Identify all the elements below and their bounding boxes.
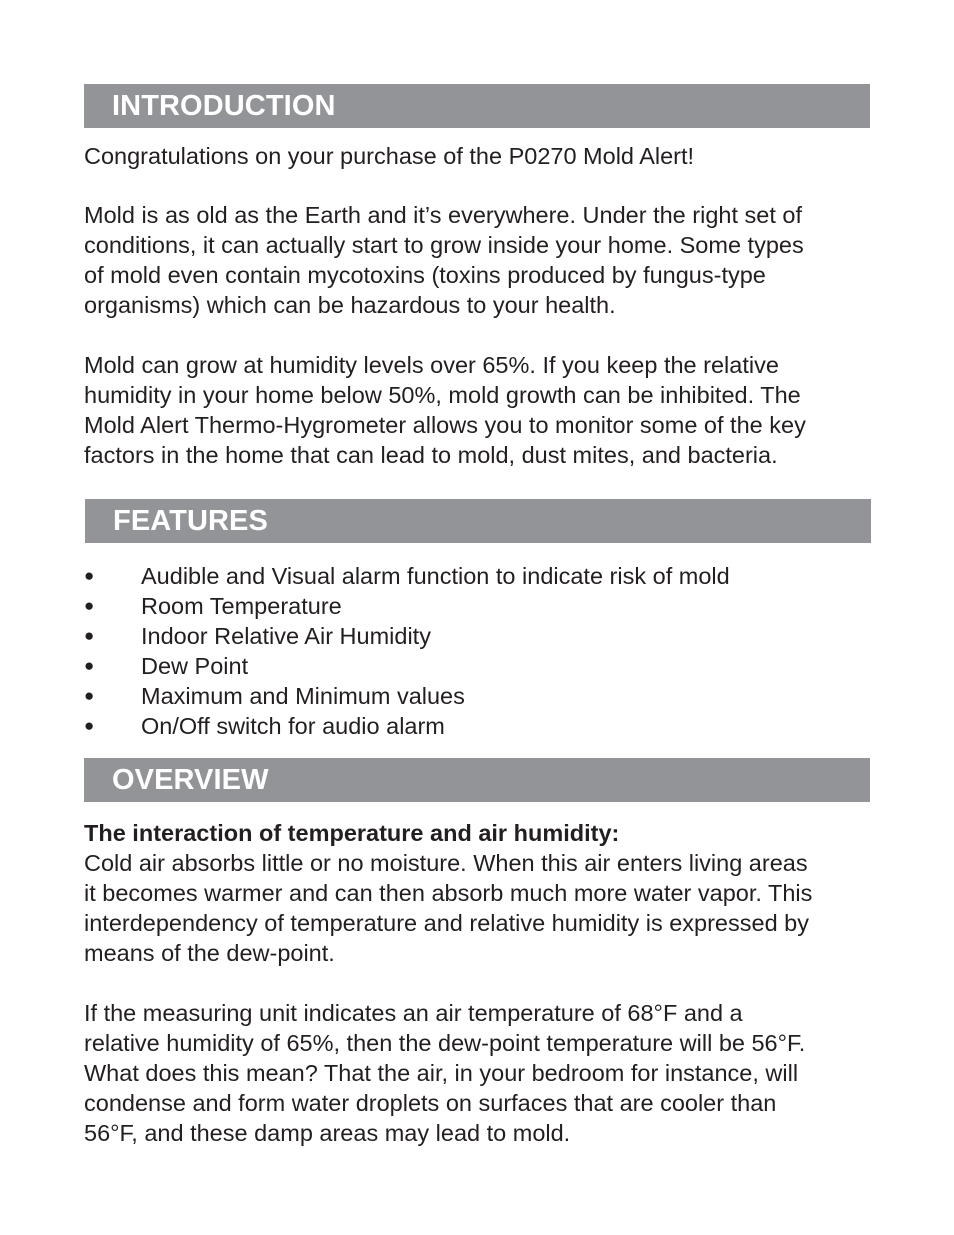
text-line: interdependency of temperature and relative humidity is expressed by (84, 910, 809, 936)
overview-heading: OVERVIEW (112, 764, 269, 796)
bullet-icon: ● (84, 686, 95, 705)
bullet-icon: ● (84, 626, 95, 645)
introduction-header-bar (84, 84, 870, 128)
feature-text: Indoor Relative Air Humidity (141, 623, 431, 649)
text-line: relative humidity of 65%, then the dew-point temperature will be 56°F. (84, 1030, 806, 1056)
introduction-heading: INTRODUCTION (112, 90, 336, 122)
text-line: humidity in your home below 50%, mold growth can be inhibited. The (84, 382, 801, 408)
text-line: If the measuring unit indicates an air temperature of 68°F and a (84, 1000, 743, 1026)
text-line: factors in the home that can lead to mold, dust mites, and bacteria. (84, 442, 778, 468)
text-line: What does this mean? That the air, in your bedroom for instance, will (84, 1060, 799, 1086)
features-heading: FEATURES (113, 505, 268, 537)
text-line: Congratulations on your purchase of the P0270 Mold Alert! (84, 143, 695, 169)
text-line: of mold even contain mycotoxins (toxins produced by fungus-type (84, 262, 766, 288)
feature-text: Room Temperature (141, 593, 342, 619)
overview-subheading: The interaction of temperature and air humidity: (84, 820, 620, 846)
intro-paragraph-1 (84, 141, 884, 171)
bullet-icon: ● (84, 656, 95, 675)
text-line: Mold is as old as the Earth and it’s everywhere. Under the right set of (84, 202, 802, 228)
text-line: 56°F, and these damp areas may lead to mold. (84, 1120, 571, 1146)
bullet-icon: ● (84, 596, 95, 615)
text-line: means of the dew-point. (84, 940, 335, 966)
bullet-icon: ● (84, 716, 95, 735)
overview-paragraph-1 (84, 818, 884, 968)
text-line: it becomes warmer and can then absorb much more water vapor. This (84, 880, 813, 906)
overview-header-bar (84, 758, 870, 802)
feature-text: Audible and Visual alarm function to indicate risk of mold (141, 563, 730, 589)
overview-paragraph-2 (84, 998, 884, 1148)
bullet-icon: ● (84, 566, 95, 585)
intro-paragraph-3 (84, 350, 884, 470)
features-header-bar (85, 499, 871, 543)
text-line: conditions, it can actually start to grow inside your home. Some types (84, 232, 804, 258)
feature-text: Dew Point (141, 653, 249, 679)
text-line: Cold air absorbs little or no moisture. When this air enters living areas (84, 850, 808, 876)
text-line: organisms) which can be hazardous to your health. (84, 292, 616, 318)
feature-text: Maximum and Minimum values (141, 683, 465, 709)
text-line: Mold can grow at humidity levels over 65%. If you keep the relative (84, 352, 779, 378)
text-line: Mold Alert Thermo-Hygrometer allows you to monitor some of the key (84, 412, 806, 438)
feature-text: On/Off switch for audio alarm (141, 713, 445, 739)
text-line: condense and form water droplets on surfaces that are cooler than (84, 1090, 777, 1116)
intro-paragraph-2 (84, 200, 884, 320)
